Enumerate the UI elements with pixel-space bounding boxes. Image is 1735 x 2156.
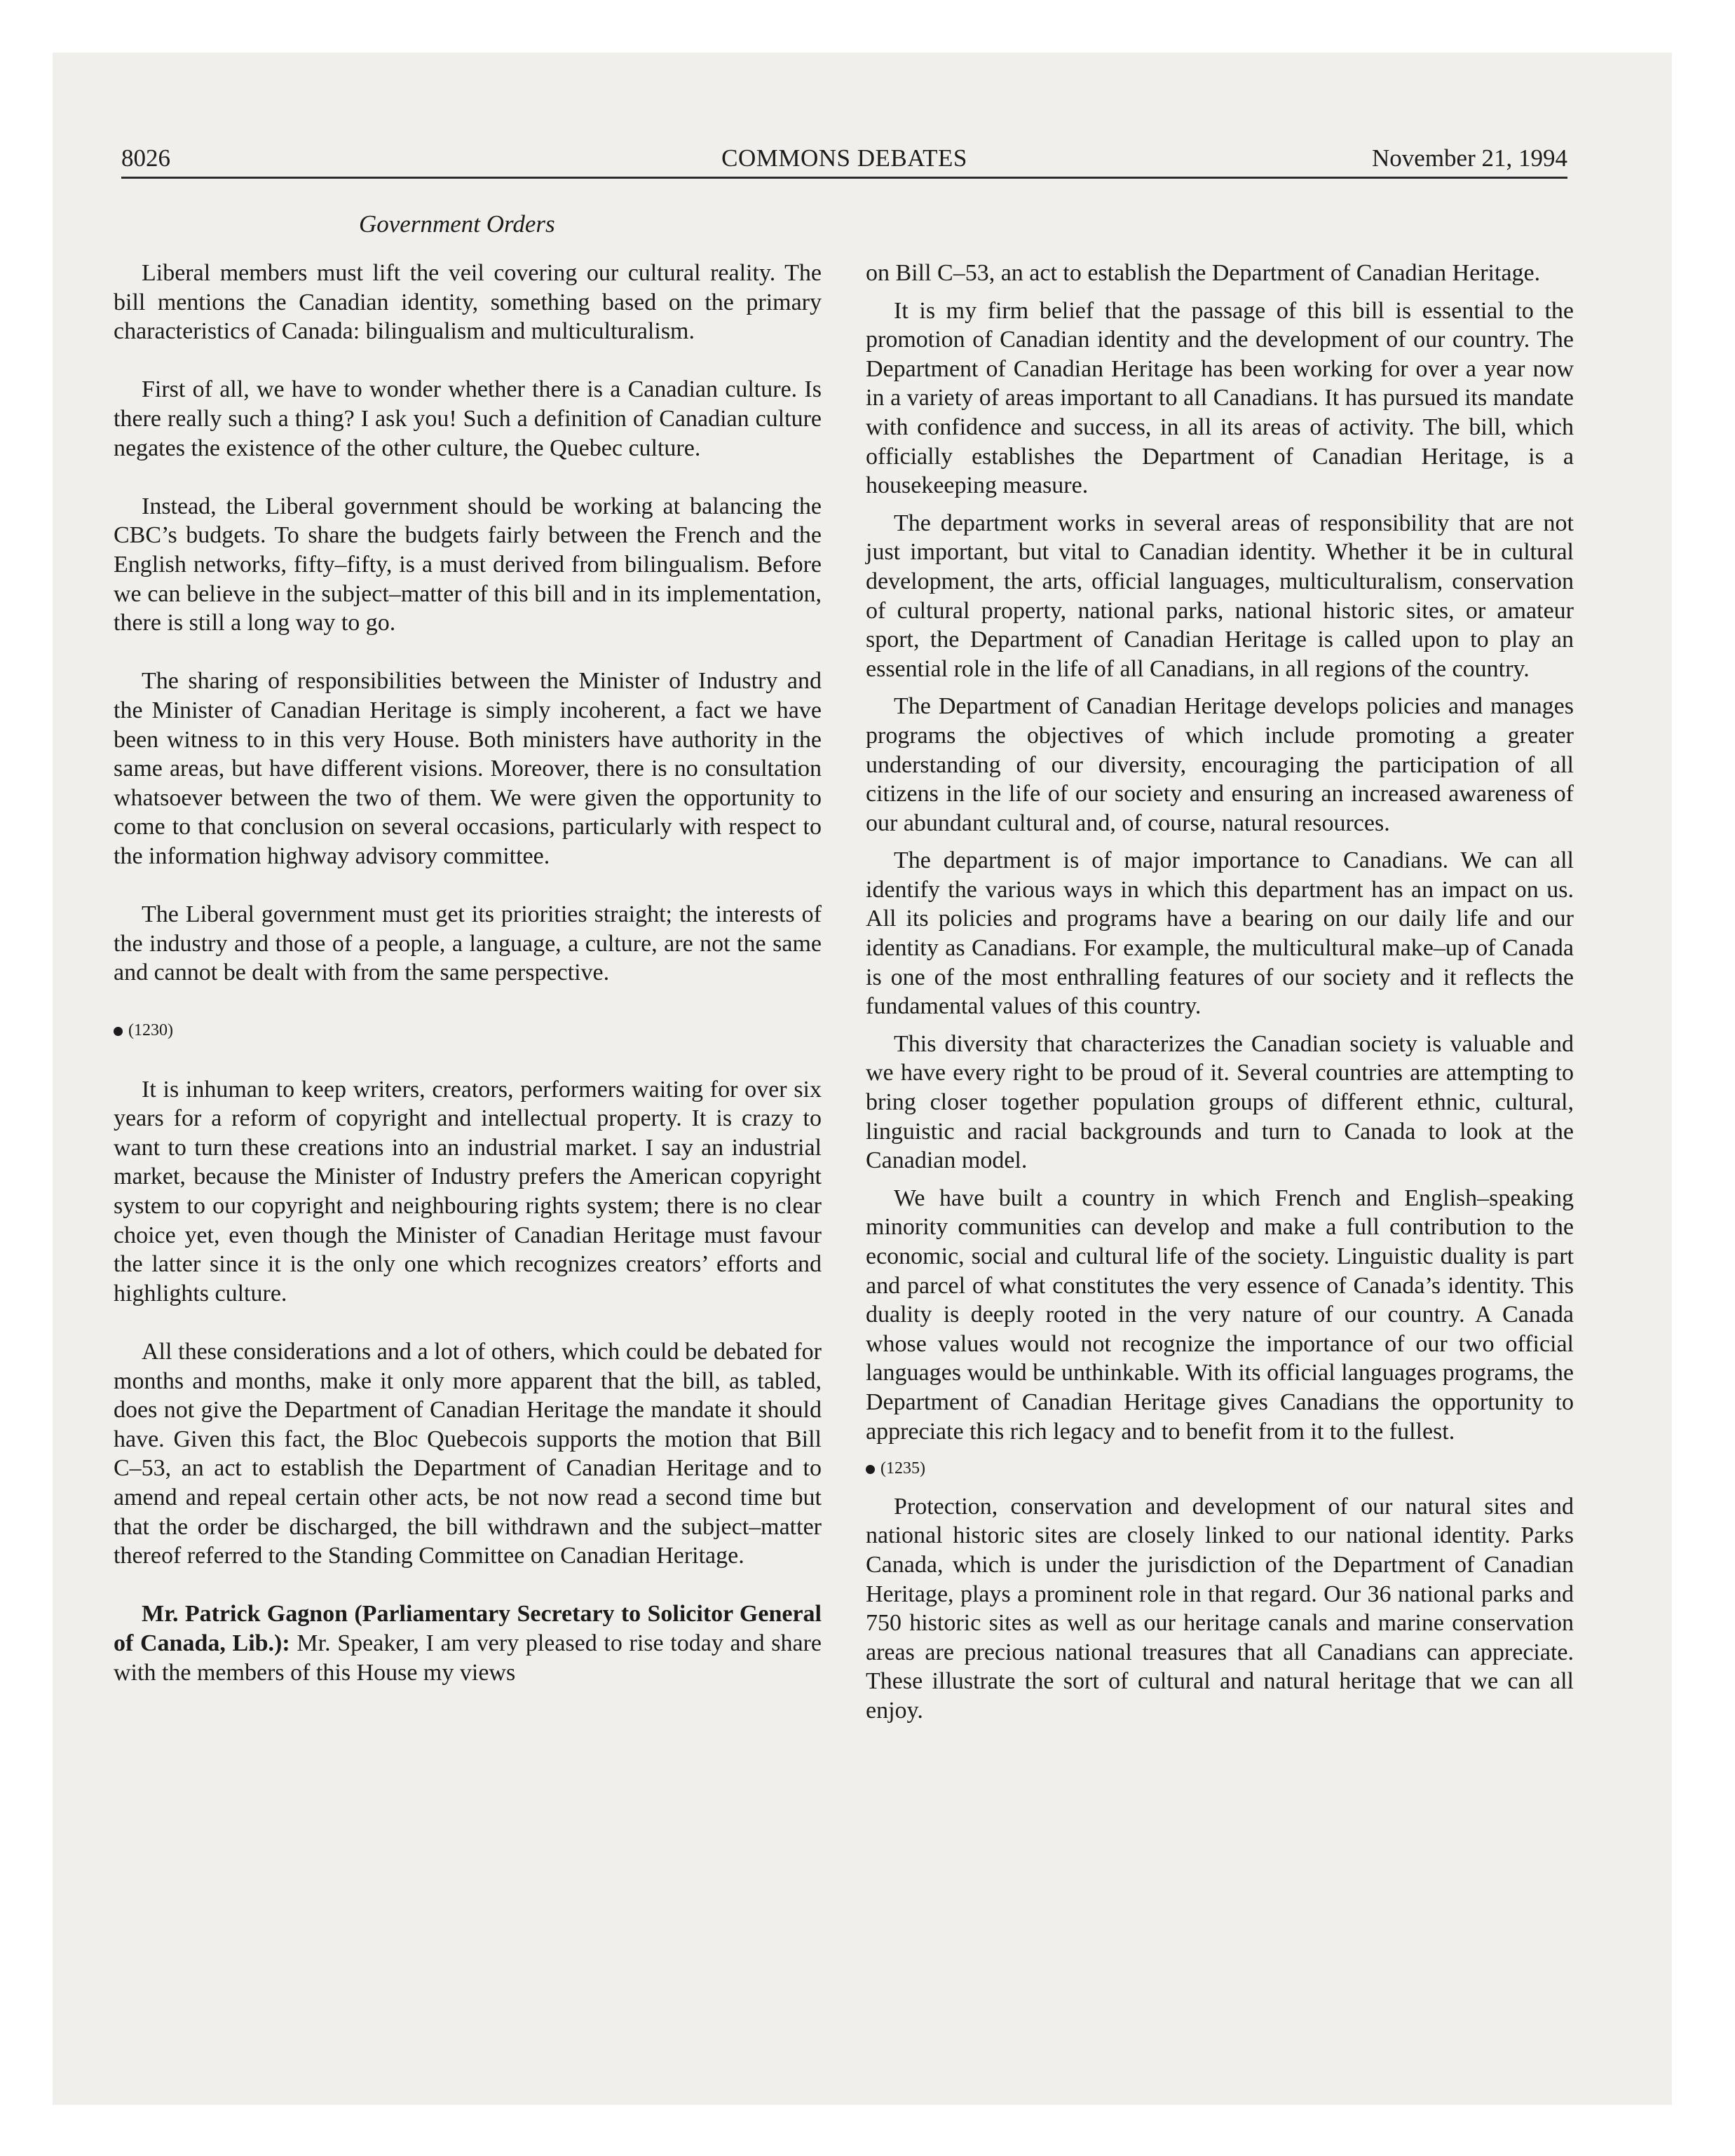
time-marker-label: (1230) bbox=[128, 1021, 173, 1040]
paragraph: It is inhuman to keep writers, creators, performers waiting for over six years for a reform of copyright and intellectual property. It is crazy to want to turn these creations into an industrial market. I say an industrial market, because the Minister of Industry prefers the American copyright system to our copyright and neighbouring rights system; there is no clear choice yet, even though the Minister of Canadian Heritage must favour the latter since it is the only one which recognizes creators’ efforts and highlights culture. bbox=[114, 1076, 822, 1306]
paragraph: The department works in several areas of responsibility that are not just important, but vital to Canadian identity. Whether it be in cultural development, the arts, official languages, multiculturalism, conservation of cultural property, national parks, national historic sites, or amateur sport, the Department of Canadian Heritage is called upon to play an essential role in the life of all Canadians, in all regions of the country. bbox=[866, 510, 1574, 682]
right-column bbox=[866, 259, 1574, 1734]
speaker-paragraph bbox=[114, 1599, 822, 1687]
header-date: November 21, 1994 bbox=[1372, 144, 1567, 172]
page-number: 8026 bbox=[121, 144, 170, 172]
paragraph: The Liberal government must get its priorities straight; the interests of the industry and those of a people, a language, a culture, are not the same and cannot be dealt with from the same perspective. bbox=[114, 901, 822, 986]
bullet-icon bbox=[114, 1027, 123, 1036]
paragraph: We have built a country in which French and English–speaking minority communities can develop and make a full contribution to the economic, social and cultural life of the society. Linguistic duality is part and parcel of what constitutes the very essence of Canada’s identity. This duality is deeply rooted in the very nature of our country. A Canada whose values would not recognize the importance of our two official languages would be unthinkable. With its official languages programs, the Department of Canadian Heritage gives Canadians the opportunity to appreciate this rich legacy and to benefit from it to the fullest. bbox=[866, 1185, 1574, 1445]
paragraph: The department is of major importance to Canadians. We can all identify the various ways in which this department has an impact on us. All its policies and programs have a bearing on our daily life and our identity as Canadians. For example, the multicultural make–up of Canada is one of the most enthralling features of our society and it reflects the fundamental values of this country. bbox=[866, 847, 1574, 1020]
paragraph: The Department of Canadian Heritage develops policies and manages programs the objectives of which include promoting a greater understanding of our diversity, encouraging the participation of all citizens in the life of our society and ensuring an increased awareness of our abundant cultural and, of course, natural resources. bbox=[866, 693, 1574, 836]
time-marker-label: (1235) bbox=[880, 1459, 925, 1478]
left-column bbox=[114, 259, 822, 1717]
header-rule bbox=[121, 177, 1567, 179]
bullet-icon bbox=[866, 1465, 875, 1474]
paragraph: First of all, we have to wonder whether there is a Canadian culture. Is there really such a thing? I ask you! Such a definition of Canadian culture negates the existence of the other culture, the Quebec culture. bbox=[114, 376, 822, 461]
speaker-text: Mr. Speaker, I am very pleased to rise today and share with the members of this House my views bbox=[114, 1630, 822, 1686]
paragraph: Instead, the Liberal government should be working at balancing the CBC’s budgets. To share the budgets fairly between the French and the English networks, fifty–fifty, is a must derived from bilingualism. Before we can believe in the subject–matter of this bill and in its implementation, there is still a long way to go. bbox=[114, 493, 822, 636]
paragraph: Liberal members must lift the veil covering our cultural reality. The bill mentions the Canadian identity, something based on the primary characteristics of Canada: bilingualism and multiculturalism. bbox=[114, 260, 822, 345]
publication-title: COMMONS DEBATES bbox=[721, 144, 967, 172]
paragraph: Protection, conservation and development of our natural sites and national historic sites are closely linked to our national identity. Parks Canada, which is under the jurisdiction of the Department of Canadian Heritage, plays a prominent role in that regard. Our 36 national parks and 750 historic sites as well as our heritage canals and marine conservation areas are precious national treasures that all Canadians can appreciate. These illustrate the sort of cultural and natural heritage that we can all enjoy. bbox=[866, 1493, 1574, 1724]
time-marker bbox=[866, 1454, 1574, 1484]
paragraph: All these considerations and a lot of others, which could be debated for months and months, make it only more apparent that the bill, as tabled, does not give the Department of Canadian Heritage the mandate it should have. Given this fact, the Bloc Quebecois supports the motion that Bill C–53, an act to establish the Department of Canadian Heritage and to amend and repeal certain other acts, be not now read a second time but that the order be discharged, the bill withdrawn and the subject–matter thereof referred to the Standing Committee on Canadian Heritage. bbox=[114, 1338, 822, 1569]
paragraph-continued: on Bill C–53, an act to establish the Department of Canadian Heritage. bbox=[866, 260, 1541, 286]
section-title: Government Orders bbox=[359, 210, 555, 238]
time-marker bbox=[114, 1016, 822, 1046]
running-header bbox=[121, 140, 1567, 177]
speaker-name: Mr. Patrick Gagnon (Parliamentary Secretary to Solicitor General of Canada, Lib.): bbox=[114, 1601, 822, 1656]
paragraph: It is my firm belief that the passage of this bill is essential to the promotion of Canadian identity and the development of our country. The Department of Canadian Heritage has been working for over a year now in a variety of areas important to all Canadians. It has pursued its mandate with confidence and success, in all its areas of activity. The bill, which officially establishes the Department of Canadian Heritage, is a housekeeping measure. bbox=[866, 297, 1574, 499]
paragraph: The sharing of responsibilities between the Minister of Industry and the Minister of Canadian Heritage is simply incoherent, a fact we have been witness to in this very House. Both ministers have authority in the same areas, but have different visions. Moreover, there is no consultation whatsoever between the two of them. We were given the opportunity to come to that conclusion on several occasions, particularly with respect to the information highway advisory committee. bbox=[114, 668, 822, 869]
paragraph: This diversity that characterizes the Canadian society is valuable and we have every right to be proud of it. Several countries are attempting to bring closer together population groups of different ethnic, cultural, linguistic and racial backgrounds and turn to Canada to look at the Canadian model. bbox=[866, 1030, 1574, 1174]
